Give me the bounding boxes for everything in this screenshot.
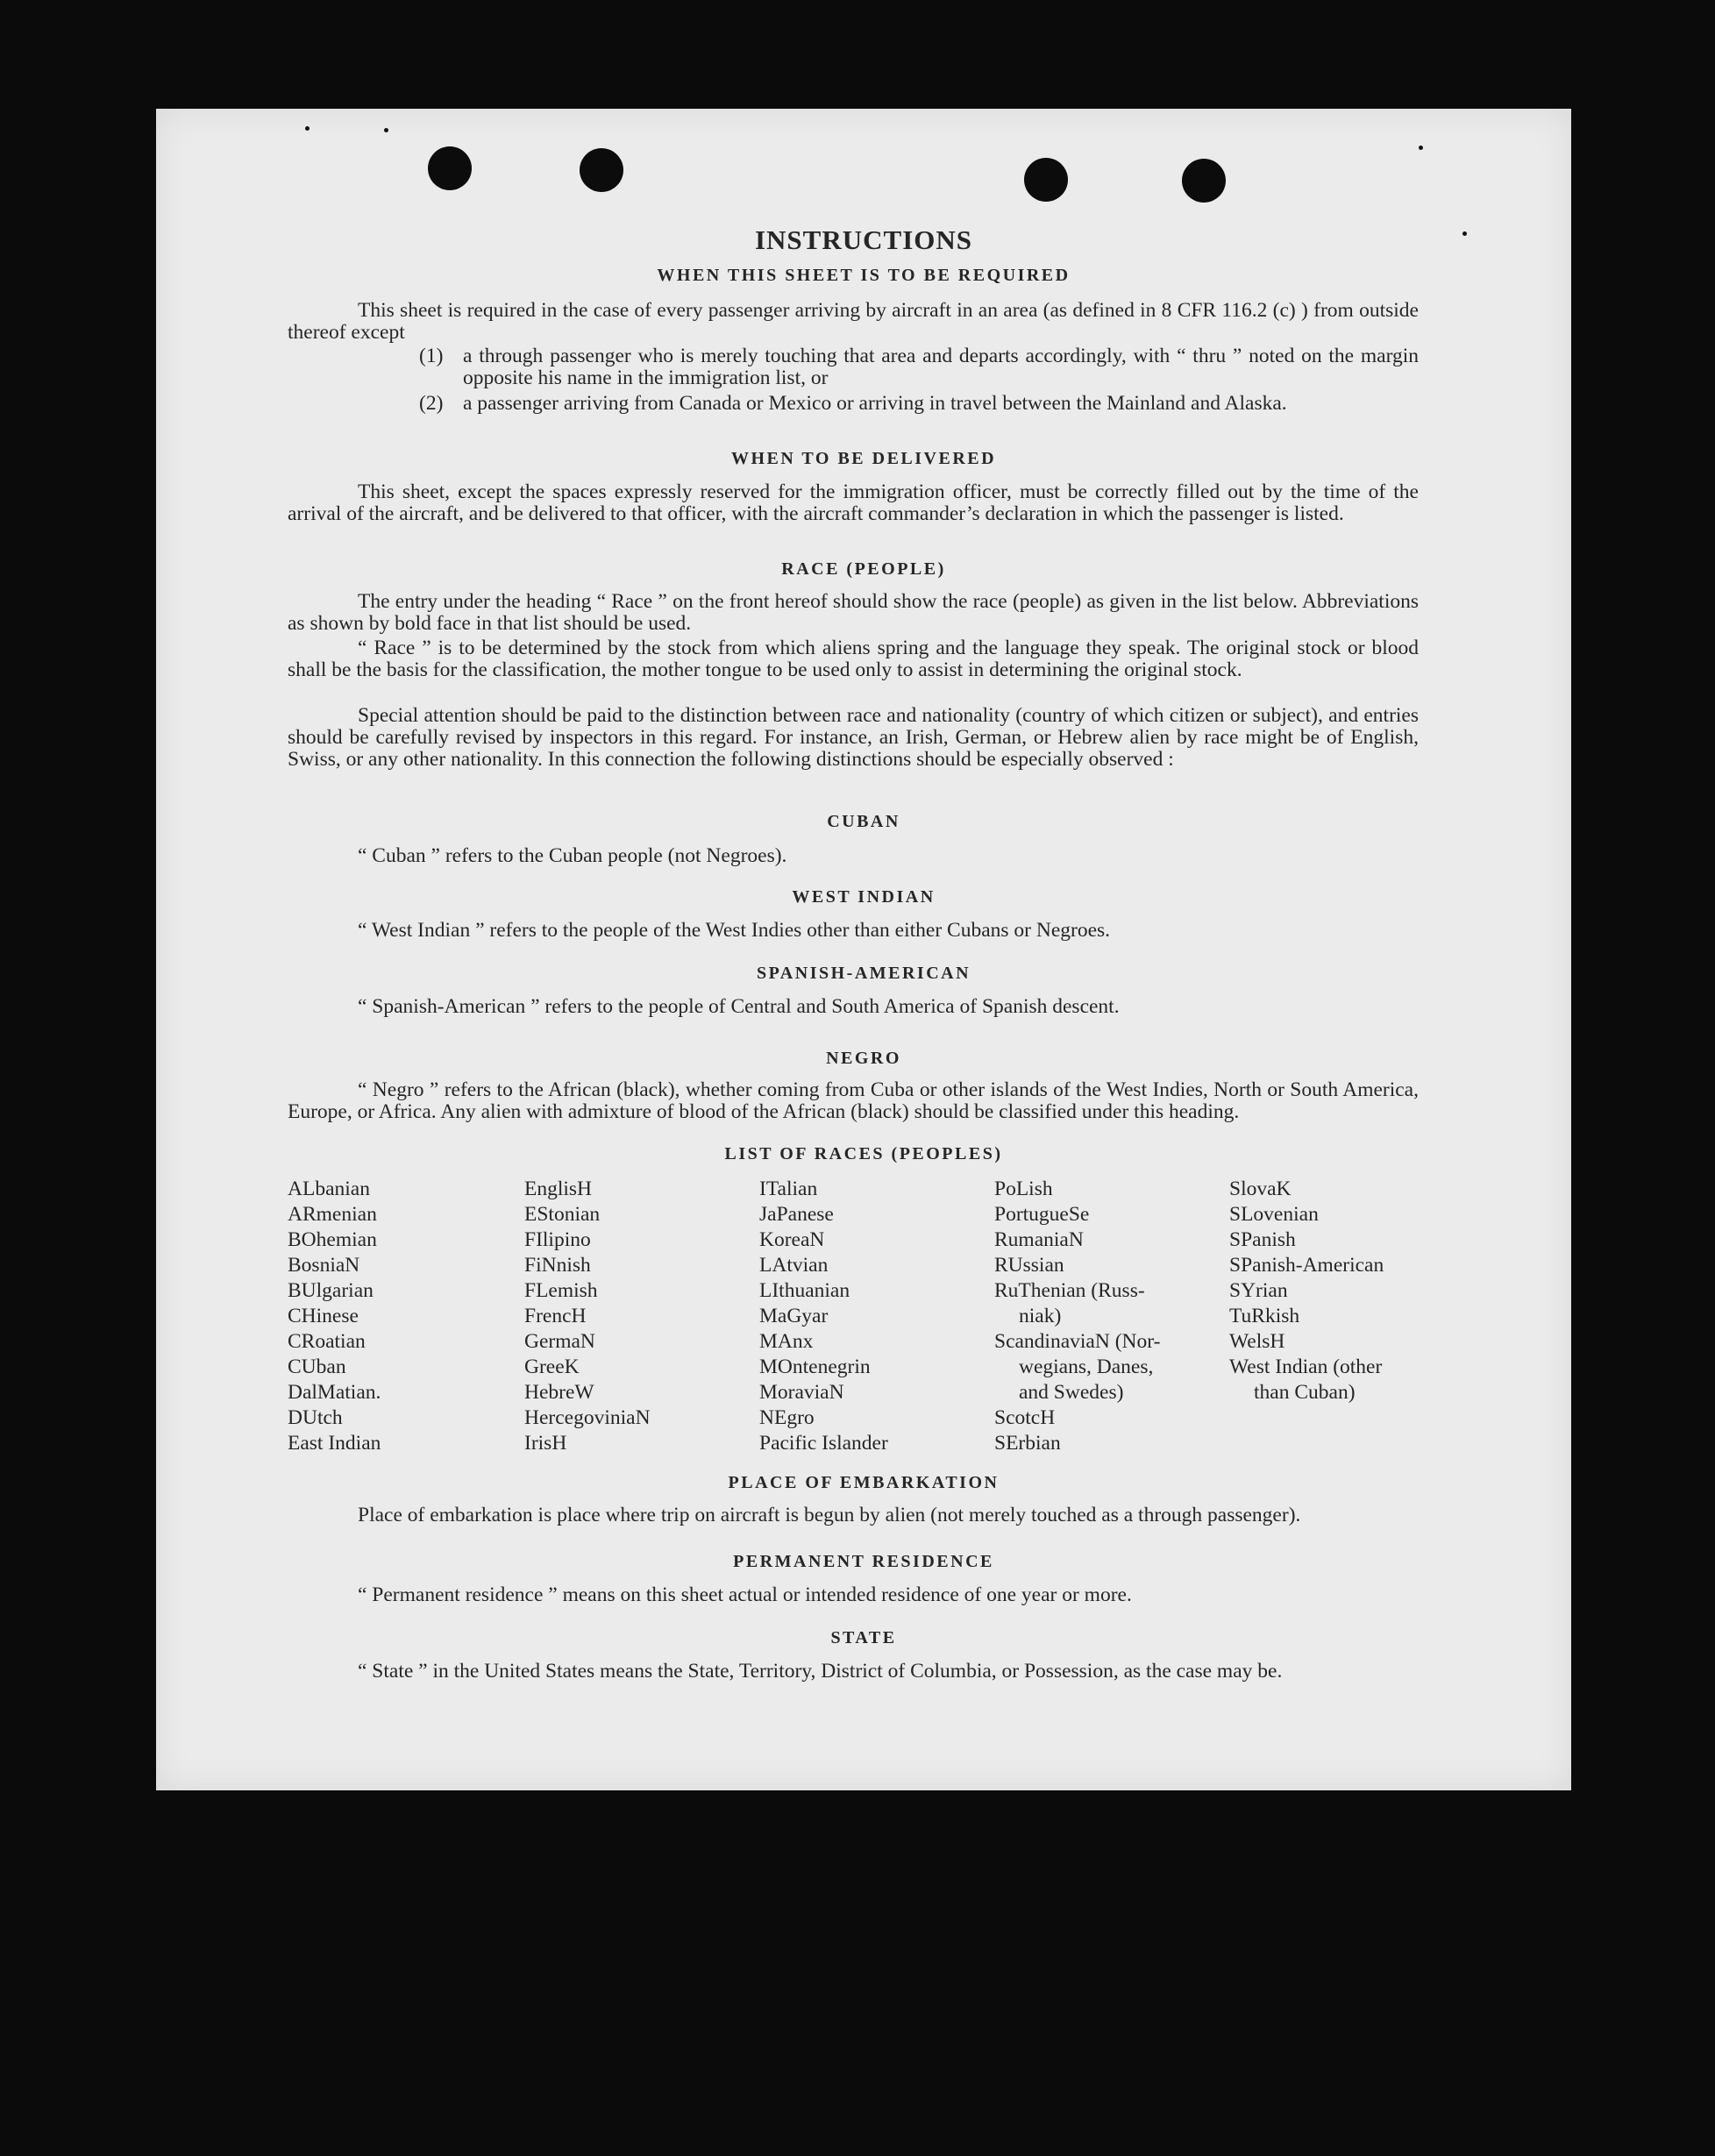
race-item: WelsH [1229,1330,1285,1353]
race-item: ARmenian [288,1203,377,1226]
race-item: RUssian [994,1254,1064,1277]
race-item: ScandinaviaN (Nor- [994,1330,1161,1353]
heading-negro: NEGRO [826,1049,901,1068]
paragraph-race-2: “ Race ” is to be determined by the stock from which aliens spring and the language they speak. The original stock or blood shall be the basis for the classification, the mother tongue to be used only to assist in determining the original stock. [288,637,1419,681]
race-item: SPanish-American [1229,1254,1384,1277]
race-item: SLovenian [1229,1203,1319,1226]
speck [384,128,388,132]
speck [305,126,310,131]
paragraph-race-3: Special attention should be paid to the distinction between race and nationality (country of which citizen or subject), and entries should be carefully revised by inspectors in this regard. For instance, an Irish, German, or Hebrew alien by race might be of English, Swiss, or any other nationality. In this connection the following distinctions should be especially observed : [288,704,1419,771]
race-item: NEgro [759,1406,815,1429]
race-column-1 [288,1177,381,1456]
paragraph-state: “ State ” in the United States means the State, Territory, District of Columbia, or Possession, as the case may be. [358,1660,1283,1683]
race-item: SYrian [1229,1279,1288,1302]
paragraph-place-of-embarkation: Place of embarkation is place where trip on aircraft is begun by alien (not merely touched as a through passenger). [358,1504,1301,1526]
race-item-continuation: niak) [1019,1305,1062,1327]
race-item: RuThenian (Russ- [994,1279,1145,1302]
race-item: GermaN [524,1330,595,1353]
race-item: HebreW [524,1381,594,1404]
punch-hole [580,148,623,192]
race-item: East Indian [288,1432,381,1455]
race-item: LIthuanian [759,1279,850,1302]
race-item: EnglisH [524,1178,593,1200]
race-item: TuRkish [1229,1305,1300,1327]
race-item: RumaniaN [994,1228,1084,1251]
race-item: BosniaN [288,1254,360,1277]
race-column-5 [1229,1177,1384,1405]
race-item: MoraviaN [759,1381,844,1404]
race-item: FiNnish [524,1254,591,1277]
race-item: CRoatian [288,1330,366,1353]
race-item: PortugueSe [994,1203,1090,1226]
race-item: ALbanian [288,1178,370,1200]
punch-hole [1024,158,1068,202]
punch-hole [1182,159,1226,203]
race-item: BOhemian [288,1228,377,1251]
race-item: SErbian [994,1432,1061,1455]
race-item: JaPanese [759,1203,834,1226]
heading-permanent-residence: PERMANENT RESIDENCE [733,1552,994,1571]
heading-when-delivered: WHEN TO BE DELIVERED [730,449,997,468]
speck [1419,146,1423,150]
paragraph-race-1: The entry under the heading “ Race ” on the front hereof should show the race (people) as given in the list below. Abbreviations as shown by bold face in that list should be used. [288,590,1419,635]
heading-when-required: WHEN THIS SHEET IS TO BE REQUIRED [657,266,1071,285]
race-item: ScotcH [994,1406,1056,1429]
document-title: INSTRUCTIONS [754,224,972,255]
exception-item-2: (2) a passenger arriving from Canada or Mexico or arriving in travel between the Mainland and Alaska. [419,392,1287,415]
paragraph-west-indian: “ West Indian ” refers to the people of the West Indies other than either Cubans or Negroes. [358,919,1111,942]
race-item: FIlipino [524,1228,591,1251]
race-item: EStonian [524,1203,601,1226]
race-column-4 [994,1177,1160,1456]
race-item: KoreaN [759,1228,825,1251]
heading-west-indian: WEST INDIAN [792,887,936,907]
paragraph-cuban: “ Cuban ” refers to the Cuban people (not Negroes). [358,844,787,867]
race-item: FLemish [524,1279,598,1302]
race-item: GreeK [524,1356,580,1378]
paragraph-when-required: This sheet is required in the case of every passenger arriving by aircraft in an area (as defined in 8 CFR 116.2 (c) ) from outside thereof except [288,299,1419,344]
race-item: PoLish [994,1178,1053,1200]
race-item: Pacific Islander [759,1432,888,1455]
race-item: DalMatian. [288,1381,381,1404]
race-item: CUban [288,1356,346,1378]
race-item: West Indian (other [1229,1356,1383,1378]
race-item: ITalian [759,1178,818,1200]
race-item: SPanish [1229,1228,1296,1251]
heading-race: RACE (PEOPLE) [781,559,946,579]
race-item: MaGyar [759,1305,829,1327]
punch-hole [428,146,472,190]
race-item: IrisH [524,1432,567,1455]
heading-cuban: CUBAN [827,812,900,831]
paragraph-permanent-residence: “ Permanent residence ” means on this sheet actual or intended residence of one year or more. [358,1583,1132,1606]
race-item: SlovaK [1229,1178,1292,1200]
heading-list-of-races: LIST OF RACES (PEOPLES) [724,1144,1003,1163]
heading-place-of-embarkation: PLACE OF EMBARKATION [728,1473,1000,1492]
race-column-3 [759,1177,888,1456]
race-column-2 [524,1177,651,1456]
heading-spanish-american: SPANISH-AMERICAN [756,964,971,983]
race-item-continuation: than Cuban) [1254,1381,1356,1404]
race-item-continuation: and Swedes) [1019,1381,1124,1404]
race-item: LAtvian [759,1254,829,1277]
race-item: MAnx [759,1330,814,1353]
race-item: CHinese [288,1305,359,1327]
paragraph-negro: “ Negro ” refers to the African (black), whether coming from Cuba or other islands of the West Indies, North or South America, Europe, or Africa. Any alien with admixture of blood of the African (black) should be classified under this heading. [288,1078,1419,1123]
document-sheet [156,109,1571,1790]
race-item: FrencH [524,1305,587,1327]
heading-state: STATE [830,1628,897,1647]
race-item: DUtch [288,1406,343,1429]
race-item-continuation: wegians, Danes, [1019,1356,1154,1378]
race-item: HercegoviniaN [524,1406,651,1429]
paragraph-spanish-american: “ Spanish-American ” refers to the people of Central and South America of Spanish descent. [358,995,1120,1018]
exception-item-1: (1) a through passenger who is merely touching that area and departs accordingly, with “ thru ” noted on the margin opposite his name in the immigration list, or [419,345,1419,389]
paragraph-when-delivered: This sheet, except the spaces expressly reserved for the immigration officer, must be correctly filled out by the time of the arrival of the aircraft, and be delivered to that officer, with the aircraft commander’s declaration in which the passenger is listed. [288,480,1419,525]
race-item: BUlgarian [288,1279,374,1302]
race-item: MOntenegrin [759,1356,871,1378]
